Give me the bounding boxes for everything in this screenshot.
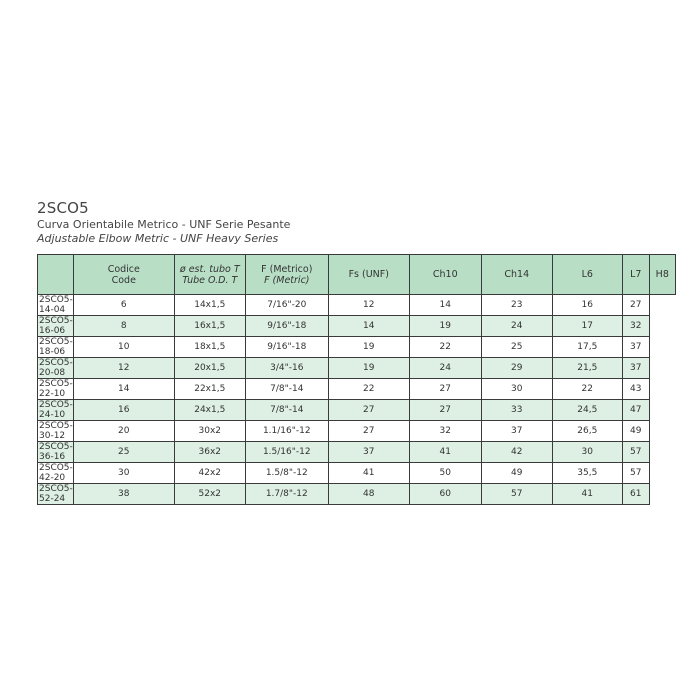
cell-l6: 49	[481, 463, 552, 484]
cell-ch10: 12	[328, 295, 409, 316]
cell-ch14: 50	[409, 463, 481, 484]
cell-f-metric: 24x1,5	[174, 400, 245, 421]
cell-ch14: 14	[409, 295, 481, 316]
cell-fs-unf: 7/16"-20	[245, 295, 328, 316]
cell-ch10: 37	[328, 442, 409, 463]
table-row	[38, 379, 676, 400]
cell-code: 2SCO5-20-08	[39, 358, 73, 378]
cell-code: 2SCO5-42-20	[39, 463, 73, 483]
cell-fs-unf: 7/8"-14	[245, 400, 328, 421]
cell-h8: 49	[622, 421, 649, 442]
cell-l7: 26,5	[552, 421, 622, 442]
cell-l7: 30	[552, 442, 622, 463]
cell-code: 2SCO5-14-04	[39, 295, 73, 315]
cell-tube-od: 8	[73, 316, 174, 337]
column-header-code-en: Code	[111, 274, 136, 286]
column-header-ch14: Ch14	[481, 255, 552, 295]
cell-code: 2SCO5-36-16	[39, 442, 73, 462]
column-header-tube-od	[174, 255, 245, 295]
cell-h8: 43	[622, 379, 649, 400]
cell-ch14: 24	[409, 358, 481, 379]
cell-f-metric: 52x2	[174, 484, 245, 505]
column-header-l6: L6	[552, 255, 622, 295]
column-header-code-it: Codice	[107, 263, 140, 275]
title-block	[37, 199, 290, 246]
cell-code: 2SCO5-18-06	[39, 337, 73, 357]
cell-ch14: 22	[409, 337, 481, 358]
cell-l6: 25	[481, 337, 552, 358]
cell-fs-unf: 1.1/16"-12	[245, 421, 328, 442]
table-row	[38, 400, 676, 421]
cell-f-metric: 36x2	[174, 442, 245, 463]
column-header-code	[73, 255, 174, 295]
cell-f-metric: 18x1,5	[174, 337, 245, 358]
table-row	[38, 316, 676, 337]
table-row	[38, 463, 676, 484]
cell-ch14: 27	[409, 400, 481, 421]
spec-table	[37, 254, 676, 505]
cell-tube-od: 14	[73, 379, 174, 400]
cell-fs-unf: 3/4"-16	[245, 358, 328, 379]
cell-h8: 27	[622, 295, 649, 316]
cell-l7: 17,5	[552, 337, 622, 358]
cell-code: 2SCO5-16-06	[39, 316, 73, 336]
cell-ch10: 27	[328, 421, 409, 442]
cell-h8: 61	[622, 484, 649, 505]
cell-l7: 24,5	[552, 400, 622, 421]
table-row	[38, 421, 676, 442]
cell-ch10: 27	[328, 400, 409, 421]
table-body	[38, 295, 676, 505]
cell-l6: 33	[481, 400, 552, 421]
column-header-f-metric-en: F (Metric)	[264, 274, 310, 286]
cell-ch14: 27	[409, 379, 481, 400]
cell-tube-od: 30	[73, 463, 174, 484]
column-header-fs-unf: Fs (UNF)	[328, 255, 409, 295]
cell-code: 2SCO5-30-12	[39, 421, 73, 441]
cell-fs-unf: 1.5/16"-12	[245, 442, 328, 463]
cell-tube-od: 25	[73, 442, 174, 463]
cell-f-metric: 16x1,5	[174, 316, 245, 337]
cell-h8: 32	[622, 316, 649, 337]
column-header-ch10: Ch10	[409, 255, 481, 295]
cell-f-metric: 22x1,5	[174, 379, 245, 400]
column-header-l7: L7	[622, 255, 649, 295]
cell-tube-od: 12	[73, 358, 174, 379]
cell-l7: 41	[552, 484, 622, 505]
cell-fs-unf: 7/8"-14	[245, 379, 328, 400]
cell-l7: 17	[552, 316, 622, 337]
column-header-f-metric	[245, 255, 328, 295]
cell-l7: 35,5	[552, 463, 622, 484]
cell-ch10: 19	[328, 337, 409, 358]
cell-l6: 30	[481, 379, 552, 400]
cell-l6: 23	[481, 295, 552, 316]
cell-ch10: 48	[328, 484, 409, 505]
cell-l6: 57	[481, 484, 552, 505]
cell-fs-unf: 9/16"-18	[245, 337, 328, 358]
cell-ch10: 14	[328, 316, 409, 337]
column-header-tube-od-en: Tube O.D. T	[182, 274, 238, 286]
cell-l6: 29	[481, 358, 552, 379]
table-header-row	[38, 255, 676, 295]
cell-l6: 42	[481, 442, 552, 463]
subtitle-english: Adjustable Elbow Metric - UNF Heavy Series	[37, 232, 279, 245]
table-row	[38, 337, 676, 358]
product-code-title: 2SCO5	[37, 199, 89, 217]
table-row	[38, 358, 676, 379]
cell-f-metric: 14x1,5	[174, 295, 245, 316]
cell-f-metric: 20x1,5	[174, 358, 245, 379]
column-header-h8: H8	[649, 255, 675, 295]
table-row	[38, 484, 676, 505]
cell-ch10: 19	[328, 358, 409, 379]
cell-f-metric: 42x2	[174, 463, 245, 484]
cell-ch14: 60	[409, 484, 481, 505]
cell-tube-od: 38	[73, 484, 174, 505]
cell-ch10: 22	[328, 379, 409, 400]
cell-l7: 16	[552, 295, 622, 316]
cell-l6: 37	[481, 421, 552, 442]
subtitle-italian: Curva Orientabile Metrico - UNF Serie Pesante	[37, 218, 291, 231]
cell-h8: 57	[622, 463, 649, 484]
cell-ch14: 32	[409, 421, 481, 442]
cell-f-metric: 30x2	[174, 421, 245, 442]
side-band	[38, 255, 74, 295]
spec-table-wrapper	[37, 254, 676, 505]
cell-h8: 57	[622, 442, 649, 463]
cell-code: 2SCO5-52-24	[39, 484, 73, 504]
column-header-f-metric-it: F (Metrico)	[261, 263, 313, 275]
cell-code: 2SCO5-24-10	[39, 400, 73, 420]
cell-fs-unf: 1.7/8"-12	[245, 484, 328, 505]
cell-tube-od: 10	[73, 337, 174, 358]
column-header-tube-od-it: ø est. tubo T	[179, 263, 240, 275]
cell-tube-od: 16	[73, 400, 174, 421]
cell-l7: 22	[552, 379, 622, 400]
table-row	[38, 442, 676, 463]
cell-h8: 47	[622, 400, 649, 421]
cell-tube-od: 20	[73, 421, 174, 442]
cell-tube-od: 6	[73, 295, 174, 316]
cell-l6: 24	[481, 316, 552, 337]
cell-ch14: 19	[409, 316, 481, 337]
cell-ch10: 41	[328, 463, 409, 484]
cell-fs-unf: 9/16"-18	[245, 316, 328, 337]
table-row	[38, 295, 676, 316]
cell-h8: 37	[622, 337, 649, 358]
cell-fs-unf: 1.5/8"-12	[245, 463, 328, 484]
cell-ch14: 41	[409, 442, 481, 463]
cell-l7: 21,5	[552, 358, 622, 379]
cell-code: 2SCO5-22-10	[39, 379, 73, 399]
cell-h8: 37	[622, 358, 649, 379]
